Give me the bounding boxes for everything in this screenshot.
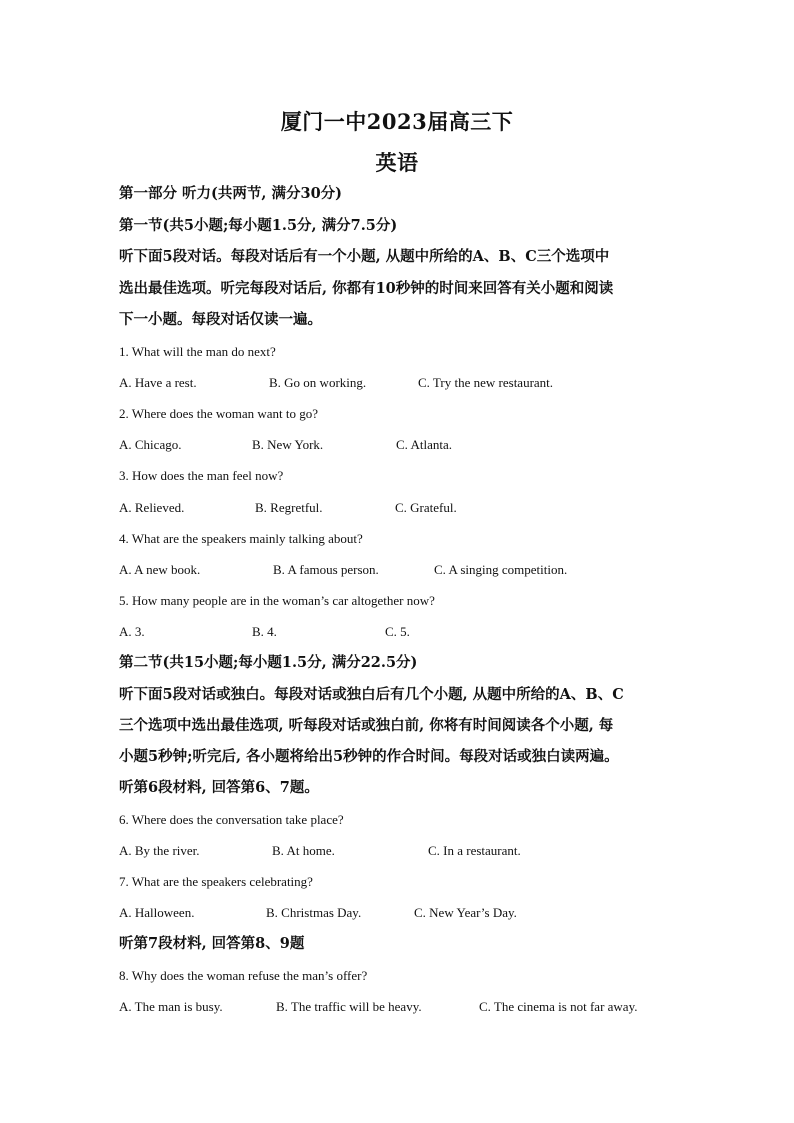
option-b: B. At home. xyxy=(272,843,335,858)
question-stem: 8. Why does the woman refuse the man’s offer? xyxy=(119,968,368,983)
option-c: C. Atlanta. xyxy=(396,437,452,452)
option-b: B. Christmas Day. xyxy=(266,905,362,920)
option-c: C. Try the new restaurant. xyxy=(418,375,554,390)
section1-heading: 第一节(共5小题;每小题1.5分, 满分7.5分) xyxy=(119,217,398,234)
option-c: C. New Year’s Day. xyxy=(414,905,517,920)
section2-instruction-line: 小题5秒钟;听完后, 各小题将给出5秒钟的作合时间。每段对话或独白读两遍。 xyxy=(119,748,619,765)
question-stem: 3. How does the man feel now? xyxy=(119,468,284,483)
section2-heading: 第二节(共15小题;每小题1.5分, 满分22.5分) xyxy=(119,654,418,671)
option-a: A. Have a rest. xyxy=(119,375,197,390)
question-stem: 6. Where does the conversation take place? xyxy=(119,812,344,827)
option-b: B. A famous person. xyxy=(273,562,379,577)
material7-instruction: 听第7段材料, 回答第8、9题 xyxy=(119,935,305,952)
option-c: C. 5. xyxy=(385,624,410,639)
subject-title: 英语 xyxy=(375,150,419,175)
option-c: C. The cinema is not far away. xyxy=(479,999,638,1014)
option-c: C. A singing competition. xyxy=(434,562,568,577)
option-a: A. Relieved. xyxy=(119,500,185,515)
question-stem: 5. How many people are in the woman’s car altogether now? xyxy=(119,593,435,608)
question-stem: 2. Where does the woman want to go? xyxy=(119,406,319,421)
option-a: A. By the river. xyxy=(119,843,200,858)
option-a: A. A new book. xyxy=(119,562,201,577)
exam-title: 厦门一中2023届高三下 xyxy=(280,109,514,134)
option-b: B. Go on working. xyxy=(269,375,367,390)
option-a: A. The man is busy. xyxy=(119,999,223,1014)
option-b: B. New York. xyxy=(252,437,324,452)
option-b: B. Regretful. xyxy=(255,500,323,515)
question-stem: 7. What are the speakers celebrating? xyxy=(119,874,313,889)
question-stem: 1. What will the man do next? xyxy=(119,344,276,359)
option-b: B. The traffic will be heavy. xyxy=(276,999,422,1014)
section1-instruction-line: 下一小题。每段对话仅读一遍。 xyxy=(119,311,322,328)
question-stem: 4. What are the speakers mainly talking about? xyxy=(119,531,363,546)
option-a: A. Halloween. xyxy=(119,905,195,920)
option-a: A. Chicago. xyxy=(119,437,182,452)
section1-instruction-line: 听下面5段对话。每段对话后有一个小题, 从题中所给的A、B、C三个选项中 xyxy=(119,248,610,265)
option-a: A. 3. xyxy=(119,624,145,639)
material6-instruction: 听第6段材料, 回答第6、7题。 xyxy=(119,779,319,796)
option-c: C. In a restaurant. xyxy=(428,843,521,858)
section1-instruction-line: 选出最佳选项。听完每段对话后, 你都有10秒钟的时间来回答有关小题和阅读 xyxy=(119,280,614,297)
option-b: B. 4. xyxy=(252,624,277,639)
part1-heading: 第一部分 听力(共两节, 满分30分) xyxy=(119,185,343,202)
option-c: C. Grateful. xyxy=(395,500,457,515)
section2-instruction-line: 听下面5段对话或独白。每段对话或独白后有几个小题, 从题中所给的A、B、C xyxy=(119,686,624,703)
section2-instruction-line: 三个选项中选出最佳选项, 听每段对话或独白前, 你将有时间阅读各个小题, 每 xyxy=(119,717,614,734)
